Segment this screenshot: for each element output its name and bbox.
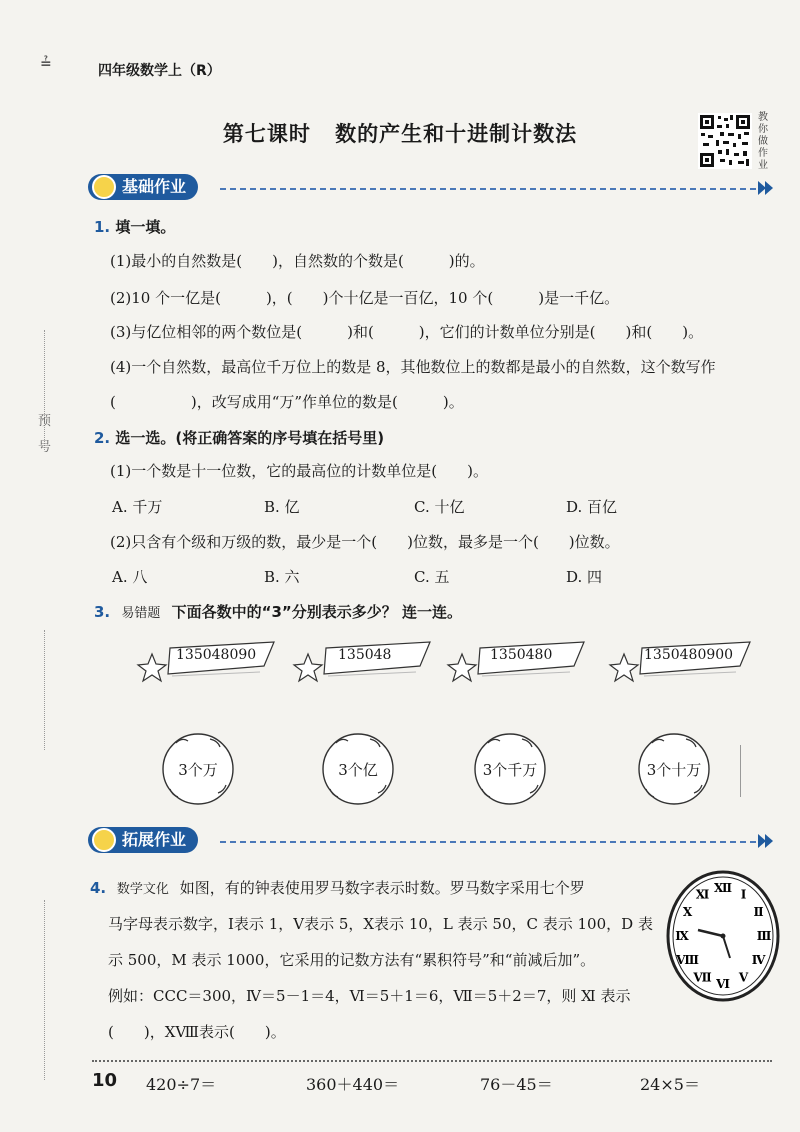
clock-numeral: Ⅱ <box>753 905 764 919</box>
lesson-label: 第七课时 <box>222 122 311 146</box>
ribbon-number: 1350480 <box>490 647 553 663</box>
question-tag: 数学文化 <box>116 882 169 897</box>
ribbon-number: 135048090 <box>176 647 257 663</box>
q1-line: (1)最小的自然数是( )，自然数的个数是( )的。 <box>110 252 485 270</box>
section-label: 基础作业 <box>122 177 187 196</box>
book-header <box>40 56 221 80</box>
book-title: 四年级数学上（R） <box>98 63 221 79</box>
q1-line: (2)10 个一亿是( )，( )个十亿是一百亿，10 个( )是一千亿。 <box>110 289 620 307</box>
header-mark: ≟ <box>40 56 52 72</box>
clock-numeral: Ⅺ <box>695 887 710 902</box>
footer-calc: 24×5＝ <box>640 1075 700 1094</box>
answer-circle[interactable] <box>638 733 710 805</box>
footer-calc: 76－45＝ <box>480 1075 553 1094</box>
qr-code[interactable] <box>698 113 752 169</box>
footer-calc: 360＋440＝ <box>306 1075 400 1094</box>
q1-line: (3)与亿位相邻的两个数位是( )和( )，它们的计数单位分别是( )和( )。 <box>110 323 704 341</box>
clock-numeral: Ⅳ <box>751 953 766 967</box>
section-divider <box>220 188 756 190</box>
margin-line <box>44 900 45 1080</box>
option-b: B. 亿 <box>264 498 300 516</box>
answer-circle[interactable] <box>322 733 394 805</box>
number-ribbon[interactable] <box>442 640 588 674</box>
q1-line: (4)一个自然数，最高位千万位上的数是 8，其他数位上的数都是最小的自然数，这个数写作 <box>110 358 716 376</box>
option-b: B. 六 <box>264 568 300 586</box>
double-arrow-icon <box>765 834 773 848</box>
margin-char: 预 <box>38 414 52 429</box>
q4-text: 如图，有的钟表使用罗马数字表示时数。罗马数字采用七个罗 <box>179 879 585 897</box>
question-4-line-1 <box>90 877 585 898</box>
qr-label: 教你做作业 <box>758 112 768 171</box>
option-a: A. 千万 <box>112 498 163 516</box>
question-number: 2. <box>94 429 111 447</box>
question-prompt: 下面各数中的“3”分别表示多少？ 连一连。 <box>171 603 463 621</box>
section-badge-extended <box>88 827 198 853</box>
answer-label: 3个十万 <box>646 761 702 779</box>
ribbon-number: 1350480900 <box>644 647 734 663</box>
section-divider <box>220 841 756 843</box>
clock-numeral: Ⅻ <box>713 881 733 895</box>
footer-calc: 420÷7＝ <box>146 1075 217 1094</box>
page-number-text: 10 <box>92 1070 118 1091</box>
question-3-heading <box>94 601 462 622</box>
section-badge-basic <box>88 174 198 200</box>
option-d: D. 四 <box>566 568 603 586</box>
clock-numeral: Ⅷ <box>676 953 699 967</box>
question-number: 1. <box>94 218 111 236</box>
section-label: 拓展作业 <box>122 830 187 849</box>
number-ribbon[interactable] <box>132 640 278 674</box>
q2-sub2: (2)只含有个级和万级的数，最少是一个( )位数，最多是一个( )位数。 <box>110 533 620 551</box>
q4-line: 例如：CCC＝300，Ⅳ＝5－1＝4，Ⅵ＝5＋1＝6，Ⅶ＝5＋2＝7，则 Ⅺ 表示 <box>108 987 631 1005</box>
clock-numeral: Ⅶ <box>693 970 712 985</box>
double-arrow-icon <box>765 181 773 195</box>
question-number: 4. <box>90 879 107 897</box>
question-number: 3. <box>94 603 111 621</box>
clock-numeral: Ⅴ <box>738 970 749 985</box>
margin-line <box>740 745 741 797</box>
ribbon-number: 135048 <box>338 647 392 663</box>
answer-label: 3个亿 <box>338 761 378 779</box>
answer-label: 3个万 <box>178 761 218 779</box>
lightbulb-icon <box>92 828 116 852</box>
lesson-topic: 数的产生和十进制计数法 <box>335 122 578 146</box>
question-prompt: 填一填。 <box>115 218 176 236</box>
margin-char: 号 <box>38 440 52 455</box>
clock-numeral: Ⅵ <box>716 977 730 991</box>
question-prompt: 选一选。(将正确答案的序号填在括号里) <box>115 429 385 447</box>
roman-clock <box>664 868 782 1004</box>
page-number <box>92 1070 117 1091</box>
page-title <box>0 118 800 148</box>
clock-numeral: Ⅲ <box>756 929 772 943</box>
answer-label: 3个千万 <box>482 761 538 779</box>
question-1-heading <box>94 216 175 237</box>
margin-line <box>44 630 45 750</box>
answer-circle[interactable] <box>162 733 234 805</box>
q2-sub1: (1)一个数是十一位数，它的最高位的计数单位是( )。 <box>110 462 488 480</box>
option-c: C. 十亿 <box>414 498 465 516</box>
option-d: D. 百亿 <box>566 498 618 516</box>
q1-line: ( )，改写成用“万”作单位的数是( )。 <box>110 393 464 411</box>
option-c: C. 五 <box>414 568 450 586</box>
lightbulb-icon <box>92 175 116 199</box>
answer-circle[interactable] <box>474 733 546 805</box>
footer-divider <box>92 1060 772 1062</box>
clock-numeral: Ⅸ <box>675 929 689 943</box>
q4-line: ( )，ⅩⅧ表示( )。 <box>108 1023 286 1041</box>
question-2-heading <box>94 427 384 448</box>
clock-numeral: Ⅰ <box>740 887 747 902</box>
question-tag: 易错题 <box>121 606 161 621</box>
number-ribbon[interactable] <box>604 640 754 674</box>
clock-numeral: Ⅹ <box>682 905 693 919</box>
q4-line: 马字母表示数字，Ⅰ表示 1，Ⅴ表示 5，Ⅹ表示 10，L 表示 50，C 表示 100，D 表 <box>108 915 653 933</box>
option-a: A. 八 <box>112 568 148 586</box>
margin-line <box>44 330 45 450</box>
number-ribbon[interactable] <box>288 640 434 674</box>
q4-line: 示 500，M 表示 1000，它采用的记数方法有“累积符号”和“前减后加”。 <box>108 951 596 969</box>
